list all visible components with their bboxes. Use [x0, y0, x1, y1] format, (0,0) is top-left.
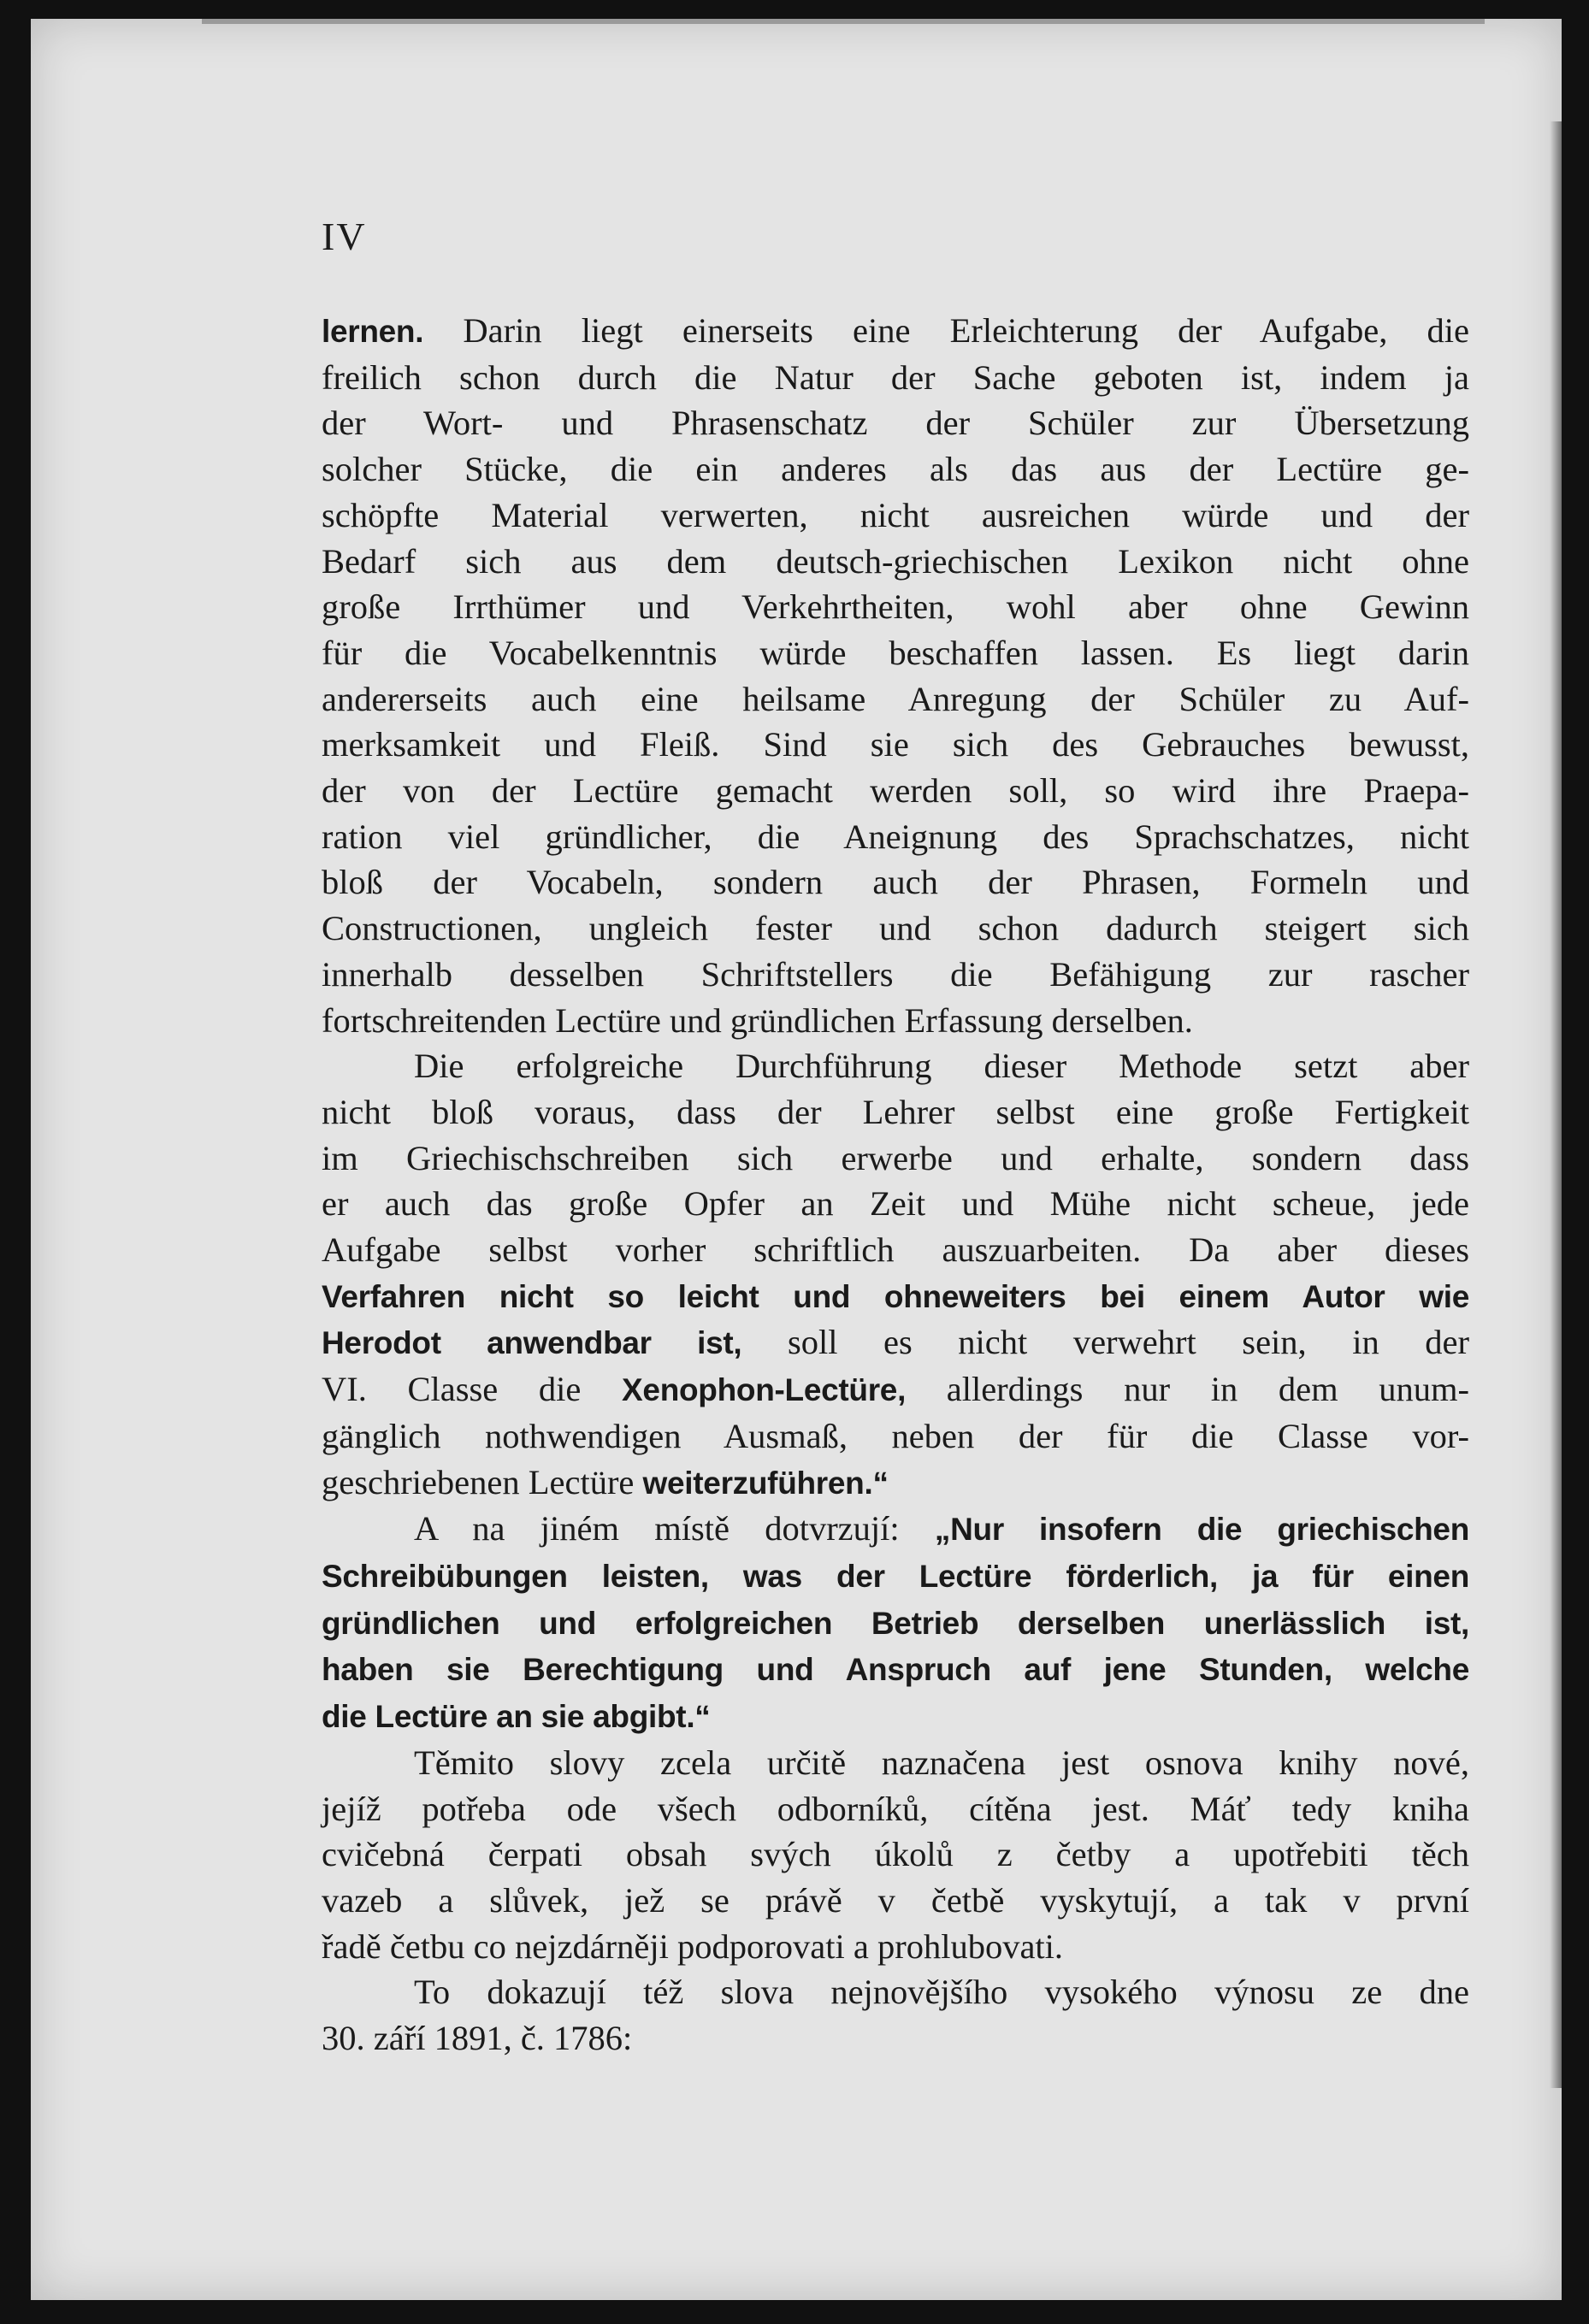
bold-run: die Lectüre an sie abgibt.“: [322, 1699, 711, 1735]
text-line: [322, 1319, 1469, 1366]
bold-run: Herodot anwendbar ist,: [322, 1325, 742, 1361]
text-line: [322, 1693, 1469, 1740]
text-line: [322, 1413, 1469, 1460]
text-line: [322, 1135, 1469, 1182]
text-line: [322, 1181, 1469, 1227]
text-line: [322, 308, 1469, 355]
text-run: VI. Classe die: [322, 1370, 623, 1409]
text-run: bloß der Vocabeln, sondern auch der Phrasen, Formeln und: [322, 863, 1469, 902]
paragraph: [322, 308, 1469, 1043]
bold-run: Schreibübungen leisten, was der Lectüre förderlich, ja für einen: [322, 1558, 1469, 1594]
text-line: [322, 446, 1469, 493]
text-line: [322, 952, 1469, 998]
bold-run: weiterzuführen.“: [642, 1465, 889, 1501]
bold-run: Xenophon-Lectüre,: [622, 1372, 907, 1408]
page-number: IV: [322, 215, 367, 258]
text-line: [322, 1043, 1469, 1089]
text-run: Těmito slovy zcela určitě naznačena jest osnova knihy nové,: [414, 1743, 1469, 1782]
text-line: [322, 1646, 1469, 1693]
text-run: solcher Stücke, die ein anderes als das aus der Lectüre ge-: [322, 450, 1469, 489]
page-top-edge: [202, 19, 1485, 24]
text-run: große Irrthümer und Verkehrtheiten, wohl aber ohne Gewinn: [322, 587, 1469, 627]
text-line: [322, 1924, 1469, 1970]
paragraph: [322, 1740, 1469, 1970]
text-run: fortschreitenden Lectüre und gründlichen Erfassung derselben.: [322, 1000, 1193, 1040]
text-run: cvičebná čerpati obsah svých úkolů z četby a upotřebiti těch: [322, 1835, 1469, 1874]
text-line: [322, 630, 1469, 676]
text-line: [322, 814, 1469, 860]
text-run: ration viel gründlicher, die Aneignung des Sprachschatzes, nicht: [322, 817, 1469, 856]
text-run: řadě četbu co nejzdárněji podporovati a prohlubovati.: [322, 1926, 1064, 1966]
text-run: To dokazují též slova nejnovějšího vysokého výnosu ze dne: [414, 1973, 1469, 2012]
text-line: [322, 676, 1469, 723]
text-line: [322, 1553, 1469, 1600]
text-line: [322, 722, 1469, 768]
text-run: A na jiném místě dotvrzují:: [414, 1509, 935, 1548]
text-line: [322, 1506, 1469, 1553]
text-run: Bedarf sich aus dem deutsch-griechischen Lexikon nicht ohne: [322, 541, 1469, 581]
text-run: Darin liegt einerseits eine Erleichterung der Aufgabe, die: [423, 311, 1469, 350]
body-text: [322, 308, 1469, 2062]
bold-run: Verfahren nicht so leicht und ohneweiters bei einem Autor wie: [322, 1278, 1469, 1314]
bold-run: haben sie Berechtigung und Anspruch auf jene Stunden, welche: [322, 1652, 1469, 1688]
text-line: [322, 859, 1469, 905]
text-run: freilich schon durch die Natur der Sache geboten ist, indem ja: [322, 357, 1469, 397]
text-line: [322, 493, 1469, 539]
text-line: [322, 400, 1469, 446]
text-run: innerhalb desselben Schriftstellers die Befähigung zur rascher: [322, 954, 1469, 994]
text-line: [322, 1089, 1469, 1135]
text-run: Die erfolgreiche Durchführung dieser Methode setzt aber: [414, 1047, 1469, 1086]
bold-run: lernen.: [322, 314, 424, 349]
text-line: [322, 1740, 1469, 1786]
text-line: [322, 1366, 1469, 1413]
text-line: [322, 1878, 1469, 1924]
text-line: [322, 998, 1469, 1044]
text-run: 30. září 1891, č. 1786:: [322, 2019, 633, 2058]
text-line: [322, 584, 1469, 630]
text-line: [322, 1786, 1469, 1832]
text-run: für die Vocabelkenntnis würde beschaffen lassen. Es liegt darin: [322, 633, 1469, 672]
text-run: der Wort- und Phrasenschatz der Schüler zur Übersetzung: [322, 404, 1469, 443]
text-run: im Griechischschreiben sich erwerbe und erhalte, sondern dass: [322, 1138, 1469, 1177]
text-run: schöpfte Material verwerten, nicht ausreichen würde und der: [322, 495, 1469, 534]
text-line: [322, 1969, 1469, 2015]
text-run: andererseits auch eine heilsame Anregung der Schüler zu Auf-: [322, 679, 1469, 718]
text-run: er auch das große Opfer an Zeit und Mühe nicht scheue, jede: [322, 1184, 1469, 1224]
text-line: [322, 1831, 1469, 1878]
text-run: allerdings nur in dem unum-: [906, 1370, 1470, 1409]
text-run: merksamkeit und Fleiß. Sind sie sich des Gebrauches bewusst,: [322, 725, 1469, 764]
text-run: Aufgabe selbst vorher schriftlich auszuarbeiten. Da aber dieses: [322, 1230, 1469, 1270]
text-line: [322, 2015, 1469, 2062]
text-run: Constructionen, ungleich fester und schon dadurch steigert sich: [322, 909, 1469, 948]
text-run: geschriebenen Lectüre: [322, 1462, 643, 1501]
text-run: soll es nicht verwehrt sein, in der: [741, 1323, 1469, 1362]
page-right-edge: [1550, 121, 1562, 2088]
bold-run: gründlichen und erfolgreichen Betrieb derselben unerlässlich ist,: [322, 1605, 1469, 1641]
paragraph: [322, 1506, 1469, 1740]
text-line: [322, 1273, 1469, 1320]
text-line: [322, 1600, 1469, 1647]
text-line: [322, 905, 1469, 952]
paragraph: [322, 1969, 1469, 2061]
text-line: [322, 1227, 1469, 1273]
text-run: nicht bloß voraus, dass der Lehrer selbst eine große Fertigkeit: [322, 1092, 1469, 1131]
paragraph: [322, 1043, 1469, 1506]
text-line: [322, 1460, 1469, 1507]
text-run: vazeb a slůvek, jež se právě v četbě vyskytují, a tak v první: [322, 1880, 1469, 1920]
text-run: gänglich nothwendigen Ausmaß, neben der für die Classe vor-: [322, 1416, 1469, 1455]
book-page: [31, 19, 1562, 2300]
text-line: [322, 355, 1469, 401]
text-run: der von der Lectüre gemacht werden soll, so wird ihre Praepa-: [322, 771, 1469, 811]
text-line: [322, 768, 1469, 814]
text-run: jejíž potřeba ode všech odborníků, cítěna jest. Máť tedy kniha: [322, 1789, 1469, 1828]
text-line: [322, 539, 1469, 585]
bold-run: „Nur insofern die griechischen: [934, 1512, 1470, 1548]
